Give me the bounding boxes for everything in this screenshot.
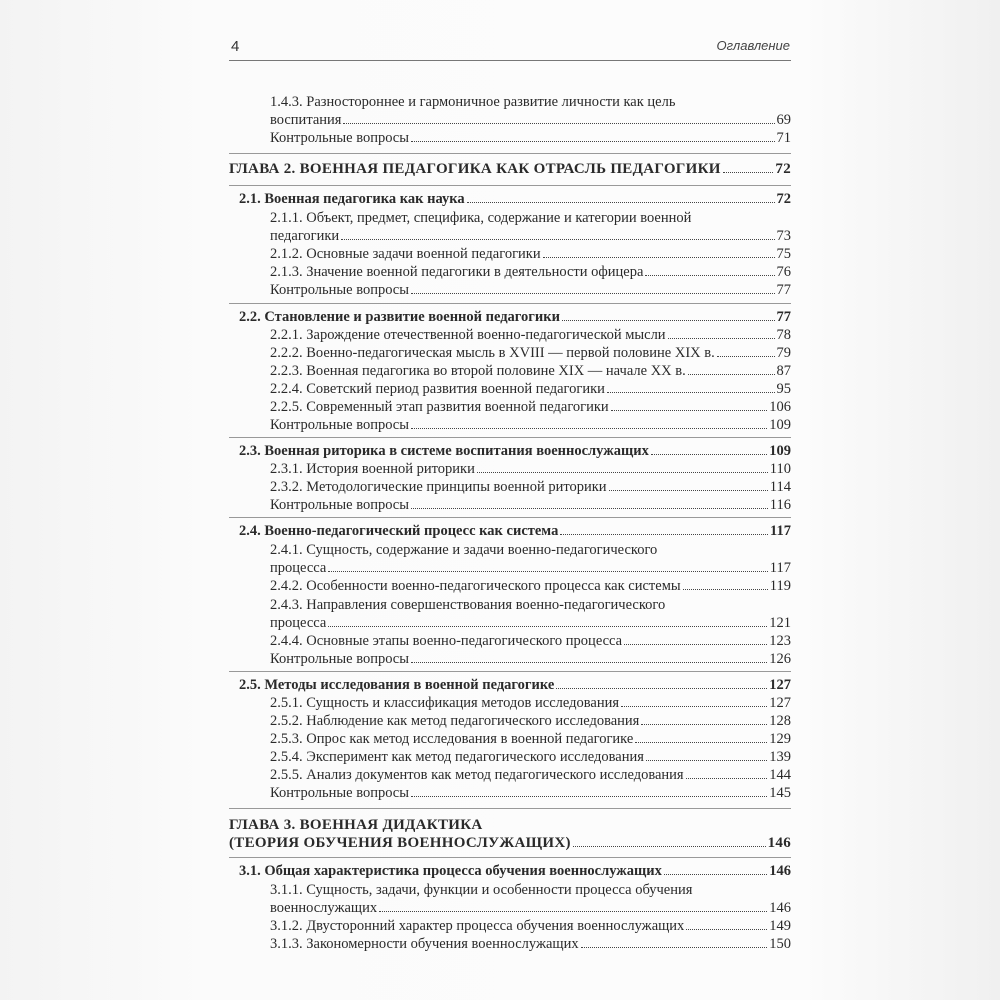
leader-dots <box>686 778 768 779</box>
leader-dots <box>411 428 767 429</box>
leader-dots <box>573 846 766 847</box>
toc-entry-text: 2.4.1. Сущность, содержание и задачи военно-педагогического <box>270 542 658 558</box>
leader-dots <box>611 410 768 411</box>
leader-dots <box>477 472 768 473</box>
toc-entry[interactable]: 2.1.3. Значение военной педагогики в деятельности офицера 76 <box>270 264 791 280</box>
toc-entry[interactable]: воспитания 69 <box>270 112 791 128</box>
toc-entry[interactable]: 2.2.4. Советский период развития военной педагогики 95 <box>270 381 791 397</box>
toc-entry[interactable]: 2.4.2. Особенности военно-педагогического процесса как системы 119 <box>270 578 791 594</box>
leader-dots <box>664 874 767 875</box>
leader-dots <box>543 257 775 258</box>
leader-dots <box>645 275 774 276</box>
toc-entry[interactable]: процесса 117 <box>270 560 791 576</box>
leader-dots <box>560 534 768 535</box>
leader-dots <box>411 508 768 509</box>
toc-entry-text: 2.4.3. Направления совершенствования военно-педагогического <box>270 597 666 613</box>
toc-entry[interactable]: 2.5.3. Опрос как метод исследования в военной педагогике 129 <box>270 731 791 747</box>
toc-section[interactable]: 2.5. Методы исследования в военной педагогике 127 <box>239 677 791 693</box>
toc-entry[interactable]: 2.2.1. Зарождение отечественной военно-педагогической мысли 78 <box>270 327 791 343</box>
toc-section[interactable]: 2.3. Военная риторика в системе воспитания военнослужащих 109 <box>239 443 791 459</box>
toc-section[interactable]: 2.2. Становление и развитие военной педагогики 77 <box>239 309 791 325</box>
toc-entry[interactable]: 2.5.1. Сущность и классификация методов исследования 127 <box>270 695 791 711</box>
leader-dots <box>646 760 767 761</box>
running-title: Оглавление <box>716 38 790 53</box>
toc-entry[interactable]: Контрольные вопросы 77 <box>270 282 791 298</box>
leader-dots <box>635 742 767 743</box>
toc-section[interactable]: 3.1. Общая характеристика процесса обучения военнослужащих 146 <box>239 863 791 879</box>
leader-dots <box>556 688 767 689</box>
leader-dots <box>379 911 767 912</box>
toc-section[interactable]: 2.4. Военно-педагогический процесс как система 117 <box>239 523 791 539</box>
leader-dots <box>641 724 767 725</box>
leader-dots <box>411 293 775 294</box>
toc-entry[interactable]: Контрольные вопросы 126 <box>270 651 791 667</box>
toc-chapter[interactable]: ГЛАВА 2. ВОЕННАЯ ПЕДАГОГИКА КАК ОТРАСЛЬ ПЕДАГОГИКИ 72 <box>229 161 791 177</box>
toc-entry[interactable]: 3.1.2. Двусторонний характер процесса обучения военнослужащих 149 <box>270 918 791 934</box>
toc-entry[interactable]: 2.3.2. Методологические принципы военной риторики 114 <box>270 479 791 495</box>
toc-chapter[interactable]: (ТЕОРИЯ ОБУЧЕНИЯ ВОЕННОСЛУЖАЩИХ) 146 <box>229 835 791 851</box>
toc-entry[interactable]: 2.4.4. Основные этапы военно-педагогического процесса 123 <box>270 633 791 649</box>
toc-entry[interactable]: 2.2.5. Современный этап развития военной педагогики 106 <box>270 399 791 415</box>
page-number: 4 <box>231 38 240 55</box>
toc-page: 69 <box>776 112 791 128</box>
toc-chapter-text: ГЛАВА 3. ВОЕННАЯ ДИДАКТИКА <box>229 817 483 833</box>
leader-dots <box>328 571 767 572</box>
section-separator <box>229 437 791 438</box>
section-separator <box>229 517 791 518</box>
leader-dots <box>562 320 775 321</box>
leader-dots <box>686 929 767 930</box>
toc-entry[interactable]: 2.2.3. Военная педагогика во второй половине XIX — начале XX в. 87 <box>270 363 791 379</box>
toc-entry[interactable]: 2.5.4. Эксперимент как метод педагогического исследования 139 <box>270 749 791 765</box>
leader-dots <box>723 172 774 173</box>
toc-entry[interactable]: 2.5.5. Анализ документов как метод педагогического исследования 144 <box>270 767 791 783</box>
leader-dots <box>668 338 775 339</box>
section-separator <box>229 808 791 809</box>
leader-dots <box>688 374 775 375</box>
toc-entry[interactable]: процесса 121 <box>270 615 791 631</box>
leader-dots <box>624 644 767 645</box>
leader-dots <box>609 490 768 491</box>
toc-entry[interactable]: 3.1.3. Закономерности обучения военнослужащих 150 <box>270 936 791 952</box>
section-separator <box>229 303 791 304</box>
toc-entry[interactable]: 2.3.1. История военной риторики 110 <box>270 461 791 477</box>
leader-dots <box>343 123 774 124</box>
toc-entry[interactable]: 2.2.2. Военно-педагогическая мысль в XVIII — первой половине XIX в. 79 <box>270 345 791 361</box>
section-separator <box>229 153 791 154</box>
toc-entry[interactable]: военнослужащих 146 <box>270 900 791 916</box>
toc-entry[interactable]: Контрольные вопросы 71 <box>270 130 791 146</box>
leader-dots <box>328 626 767 627</box>
toc-entry-text: 3.1.1. Сущность, задачи, функции и особенности процесса обучения <box>270 882 693 898</box>
toc-section[interactable]: 2.1. Военная педагогика как наука 72 <box>239 191 791 207</box>
section-separator <box>229 857 791 858</box>
header-rule <box>229 60 791 61</box>
leader-dots <box>651 454 767 455</box>
section-separator <box>229 671 791 672</box>
section-separator <box>229 185 791 186</box>
leader-dots <box>581 947 768 948</box>
toc-entry-text: 1.4.3. Разностороннее и гармоничное развитие личности как цель <box>270 94 676 110</box>
toc-entry[interactable]: Контрольные вопросы 109 <box>270 417 791 433</box>
leader-dots <box>411 796 767 797</box>
leader-dots <box>341 239 774 240</box>
toc-entry[interactable]: 2.1.2. Основные задачи военной педагогики 75 <box>270 246 791 262</box>
leader-dots <box>607 392 775 393</box>
toc-entry[interactable]: 2.5.2. Наблюдение как метод педагогического исследования 128 <box>270 713 791 729</box>
leader-dots <box>683 589 768 590</box>
leader-dots <box>621 706 767 707</box>
leader-dots <box>717 356 775 357</box>
toc-entry[interactable]: педагогики 73 <box>270 228 791 244</box>
toc-entry[interactable]: Контрольные вопросы 145 <box>270 785 791 801</box>
toc-entry-text: 2.1.1. Объект, предмет, специфика, содержание и категории военной <box>270 210 692 226</box>
leader-dots <box>411 662 767 663</box>
toc-entry[interactable]: Контрольные вопросы 116 <box>270 497 791 513</box>
leader-dots <box>467 202 775 203</box>
leader-dots <box>411 141 775 142</box>
